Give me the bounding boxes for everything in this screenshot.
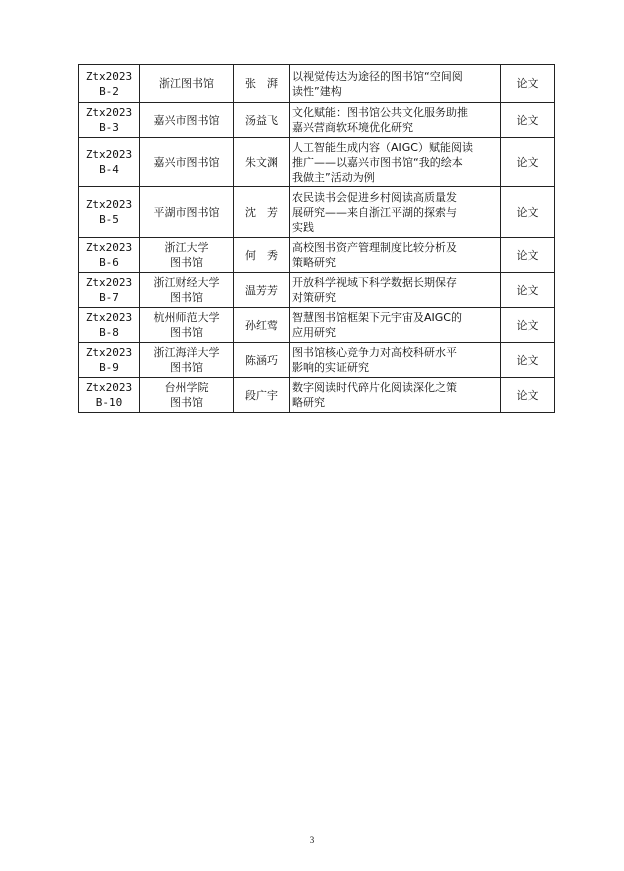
table-row — [79, 187, 555, 238]
paper-title-cell — [290, 378, 501, 413]
project-code-cell-line: B-4 — [99, 163, 119, 176]
project-code-cell — [79, 308, 140, 343]
type-cell: 论文 — [501, 138, 555, 187]
author-cell: 温芳芳 — [234, 273, 290, 308]
project-code-cell — [79, 65, 140, 103]
project-code-cell-line: Ztx2023 — [85, 276, 133, 289]
organization-cell — [140, 187, 234, 238]
awards-table — [78, 64, 555, 413]
paper-title-cell-line: 高校图书资产管理制度比较分析及 — [292, 241, 457, 254]
organization-cell — [140, 65, 234, 103]
project-code-cell-line: Ztx2023 — [85, 106, 133, 119]
project-code-cell — [79, 238, 140, 273]
paper-title-cell — [290, 187, 501, 238]
organization-cell — [140, 273, 234, 308]
table-row — [79, 238, 555, 273]
organization-cell — [140, 238, 234, 273]
paper-title-cell-line: 策略研究 — [292, 256, 336, 269]
paper-title-cell-line: 推广——以嘉兴市图书馆“我的绘本 — [292, 155, 463, 169]
paper-title-cell-line: 我做主”活动为例 — [292, 170, 375, 184]
paper-title-cell-line: 图书馆核心竞争力对高校科研水平 — [292, 346, 457, 359]
project-code-cell-line: Ztx2023 — [85, 69, 133, 83]
paper-title-cell-line: 影响的实证研究 — [292, 361, 369, 374]
type-cell: 论文 — [501, 343, 555, 378]
author-cell: 朱文渊 — [234, 138, 290, 187]
paper-title-cell — [290, 273, 501, 308]
table-row — [79, 308, 555, 343]
project-code-cell — [79, 187, 140, 238]
paper-title-cell-line: 文化赋能：图书馆公共文化服务助推 — [292, 106, 468, 119]
organization-cell-line: 图书馆 — [170, 396, 203, 409]
type-cell: 论文 — [501, 103, 555, 138]
type-cell: 论文 — [501, 187, 555, 238]
organization-cell-line: 浙江图书馆 — [159, 77, 214, 90]
paper-title-cell — [290, 103, 501, 138]
table-row — [79, 273, 555, 308]
paper-title-cell-line: 以视觉传达为途径的图书馆“空间阅 — [292, 69, 463, 83]
paper-title-cell — [290, 343, 501, 378]
paper-title-cell — [290, 65, 501, 103]
organization-cell — [140, 378, 234, 413]
organization-cell — [140, 138, 234, 187]
organization-cell-line: 图书馆 — [170, 256, 203, 269]
paper-title-cell-line: 嘉兴营商软环境优化研究 — [292, 121, 413, 134]
author-cell: 段广宇 — [234, 378, 290, 413]
author-cell: 何 秀 — [234, 238, 290, 273]
project-code-cell-line: B-5 — [99, 213, 119, 226]
organization-cell-line: 台州学院 — [164, 381, 209, 394]
paper-title-cell-line: 略研究 — [292, 396, 325, 409]
organization-cell — [140, 308, 234, 343]
paper-title-cell-line: 农民读书会促进乡村阅读高质量发 — [292, 190, 457, 204]
project-code-cell-line: Ztx2023 — [85, 148, 133, 161]
project-code-cell-line: B-9 — [99, 361, 119, 374]
project-code-cell-line: Ztx2023 — [85, 346, 133, 359]
project-code-cell — [79, 343, 140, 378]
paper-title-cell-line: 数字阅读时代碎片化阅读深化之策 — [292, 381, 457, 394]
page-number: 3 — [309, 835, 315, 845]
project-code-cell-line: B-10 — [95, 396, 123, 409]
paper-title-cell — [290, 308, 501, 343]
organization-cell-line: 浙江大学 — [164, 241, 209, 254]
type-cell: 论文 — [501, 273, 555, 308]
organization-cell-line: 图书馆 — [170, 361, 203, 374]
project-code-cell-line: Ztx2023 — [85, 198, 133, 211]
table-row — [79, 378, 555, 413]
project-code-cell-line: B-2 — [99, 84, 119, 98]
project-code-cell — [79, 273, 140, 308]
project-code-cell-line: B-6 — [99, 256, 119, 269]
paper-title-cell-line: 实践 — [292, 220, 314, 234]
author-cell: 沈 芳 — [234, 187, 290, 238]
organization-cell-line: 平湖市图书馆 — [153, 205, 220, 219]
type-cell: 论文 — [501, 308, 555, 343]
paper-title-cell-line: 智慧图书馆框架下元宇宙及AIGC的 — [292, 311, 462, 324]
type-cell: 论文 — [501, 65, 555, 103]
project-code-cell — [79, 103, 140, 138]
table-row — [79, 103, 555, 138]
project-code-cell-line: B-7 — [99, 291, 119, 304]
paper-title-cell-line: 人工智能生成内容（AIGC）赋能阅读 — [292, 140, 473, 154]
paper-title-cell-line: 对策研究 — [292, 291, 336, 304]
organization-cell-line: 嘉兴市图书馆 — [153, 155, 220, 169]
project-code-cell — [79, 378, 140, 413]
organization-cell-line: 嘉兴市图书馆 — [153, 113, 220, 127]
organization-cell — [140, 103, 234, 138]
type-cell: 论文 — [501, 378, 555, 413]
type-cell: 论文 — [501, 238, 555, 273]
author-cell: 汤益飞 — [234, 103, 290, 138]
project-code-cell-line: Ztx2023 — [85, 241, 133, 254]
table-row — [79, 343, 555, 378]
organization-cell-line: 浙江海洋大学 — [153, 346, 220, 359]
paper-title-cell-line: 开放科学视域下科学数据长期保存 — [292, 276, 457, 289]
table-row — [79, 65, 555, 103]
author-cell: 陈涵巧 — [234, 343, 290, 378]
project-code-cell-line: Ztx2023 — [85, 311, 133, 324]
organization-cell-line: 浙江财经大学 — [153, 276, 220, 289]
project-code-cell-line: B-3 — [99, 121, 119, 134]
table-row — [79, 138, 555, 187]
project-code-cell-line: Ztx2023 — [85, 381, 133, 394]
organization-cell — [140, 343, 234, 378]
paper-title-cell-line: 读性”建构 — [292, 84, 342, 98]
organization-cell-line: 图书馆 — [170, 291, 203, 304]
project-code-cell-line: B-8 — [99, 326, 119, 339]
paper-title-cell — [290, 238, 501, 273]
project-code-cell — [79, 138, 140, 187]
author-cell: 孙红莺 — [234, 308, 290, 343]
paper-title-cell-line: 应用研究 — [292, 326, 336, 339]
table-body — [79, 65, 555, 413]
paper-title-cell-line: 展研究——来自浙江平湖的探索与 — [292, 205, 457, 219]
organization-cell-line: 杭州师范大学 — [153, 311, 220, 324]
organization-cell-line: 图书馆 — [170, 326, 203, 339]
paper-title-cell — [290, 138, 501, 187]
author-cell: 张 湃 — [234, 65, 290, 103]
